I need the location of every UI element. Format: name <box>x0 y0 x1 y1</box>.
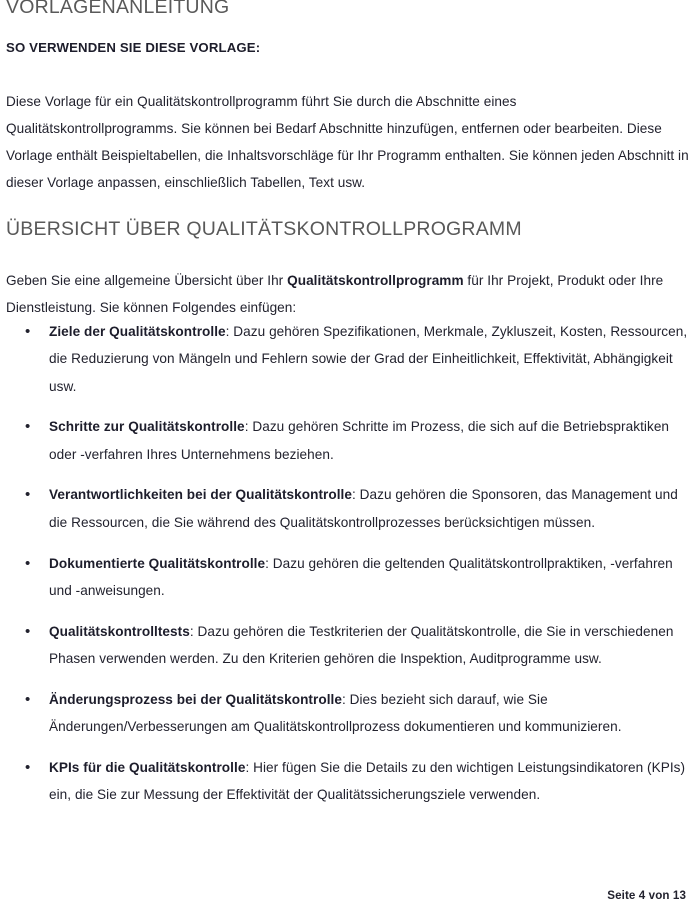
page-title: VORLAGENANLEITUNG <box>6 0 230 18</box>
list-item-description: : Dazu gehören die Sponsoren, das Management und die Ressourcen, die Sie während des Qualitätskontrollprozesses berücksichtigen müssen. <box>49 487 678 530</box>
list-item <box>6 686 690 741</box>
list-item-term: Ziele der Qualitätskontrolle <box>49 324 226 339</box>
bullet-point-icon: • <box>25 554 31 572</box>
list-item-term: Dokumentierte Qualitätskontrolle <box>49 555 266 571</box>
bullet-point-icon: • <box>25 486 31 504</box>
list-item-description: : Dies bezieht sich darauf, wie Sie Änderungen/Verbesserungen am Qualitätskontrollprozess dokumentieren und kommunizieren. <box>49 691 622 735</box>
overview-bullet-list <box>6 318 690 808</box>
list-item-term: Verantwortlichkeiten bei der Qualitätskontrolle <box>49 487 352 503</box>
overview-paragraph <box>6 267 690 322</box>
page-footer: Seite 4 von 13 <box>607 889 686 902</box>
bullet-point-icon: • <box>25 323 31 340</box>
bullet-point-icon: • <box>25 758 31 776</box>
list-item-term: Schritte zur Qualitätskontrolle <box>49 419 245 435</box>
list-item-term: KPIs für die Qualitätskontrolle <box>49 759 246 775</box>
instructions-lead-label: SO VERWENDEN SIE DIESE VORLAGE: <box>6 40 261 55</box>
list-item <box>6 481 690 536</box>
bullet-point-icon: • <box>25 690 31 708</box>
list-item <box>6 550 690 605</box>
bullet-point-icon: • <box>25 418 31 436</box>
list-item <box>6 754 690 809</box>
list-item <box>6 618 690 673</box>
list-item-description: : Dazu gehören die geltenden Qualitätskontrollpraktiken, -verfahren und -anweisungen. <box>49 555 673 598</box>
list-item-term: Änderungsprozess bei der Qualitätskontrolle <box>49 691 342 707</box>
overview-paragraph-emphasis: Qualitätskontrollprogramm <box>287 272 464 288</box>
list-item-description: : Dazu gehören die Testkriterien der Qualitätskontrolle, die Sie in verschiedenen Phasen verwenden werden. Zu den Kriterien gehören die Inspektion, Auditprogramme usw. <box>49 623 674 666</box>
list-item-description: : Hier fügen Sie die Details zu den wichtigen Leistungsindikatoren (KPIs) ein, die Sie zur Messung der Effektivität der Qualitätssicherungsziele verwenden. <box>49 759 686 803</box>
bullet-point-icon: • <box>25 622 31 640</box>
list-item <box>6 318 690 400</box>
list-item-description: : Dazu gehören Spezifikationen, Merkmale, Zykluszeit, Kosten, Ressourcen, die Reduzierung von Mängeln und Fehlern sowie der Grad der Einheitlichkeit, Effektivität, Abhängigkeit usw. <box>49 324 688 394</box>
instructions-paragraph: Diese Vorlage für ein Qualitätskontrollprogramm führt Sie durch die Abschnitte eines Qualitätskontrollprogramms. Sie können bei Bedarf Abschnitte hinzufügen, entfernen oder bearbeiten. Diese Vorlage enthält Beispieltabellen, die Inhaltsvorschläge für Ihr Programm enthalten. Sie können jeden Abschnitt in dieser Vorlage anpassen, einschließlich Tabellen, Text usw. <box>6 93 689 191</box>
overview-paragraph-before: Geben Sie eine allgemeine Übersicht über Ihr <box>6 272 288 288</box>
list-item-term: Qualitätskontrolltests <box>49 623 190 639</box>
section-heading-overview: ÜBERSICHT ÜBER QUALITÄTSKONTROLLPROGRAMM <box>6 218 522 240</box>
overview-paragraph-after: für Ihr Projekt, Produkt oder Ihre Dienstleistung. Sie können Folgendes einfügen: <box>6 272 664 315</box>
list-item <box>6 413 690 468</box>
list-item-description: : Dazu gehören Schritte im Prozess, die sich auf die Betriebspraktiken oder -verfahren Ihres Unternehmens beziehen. <box>49 419 670 462</box>
